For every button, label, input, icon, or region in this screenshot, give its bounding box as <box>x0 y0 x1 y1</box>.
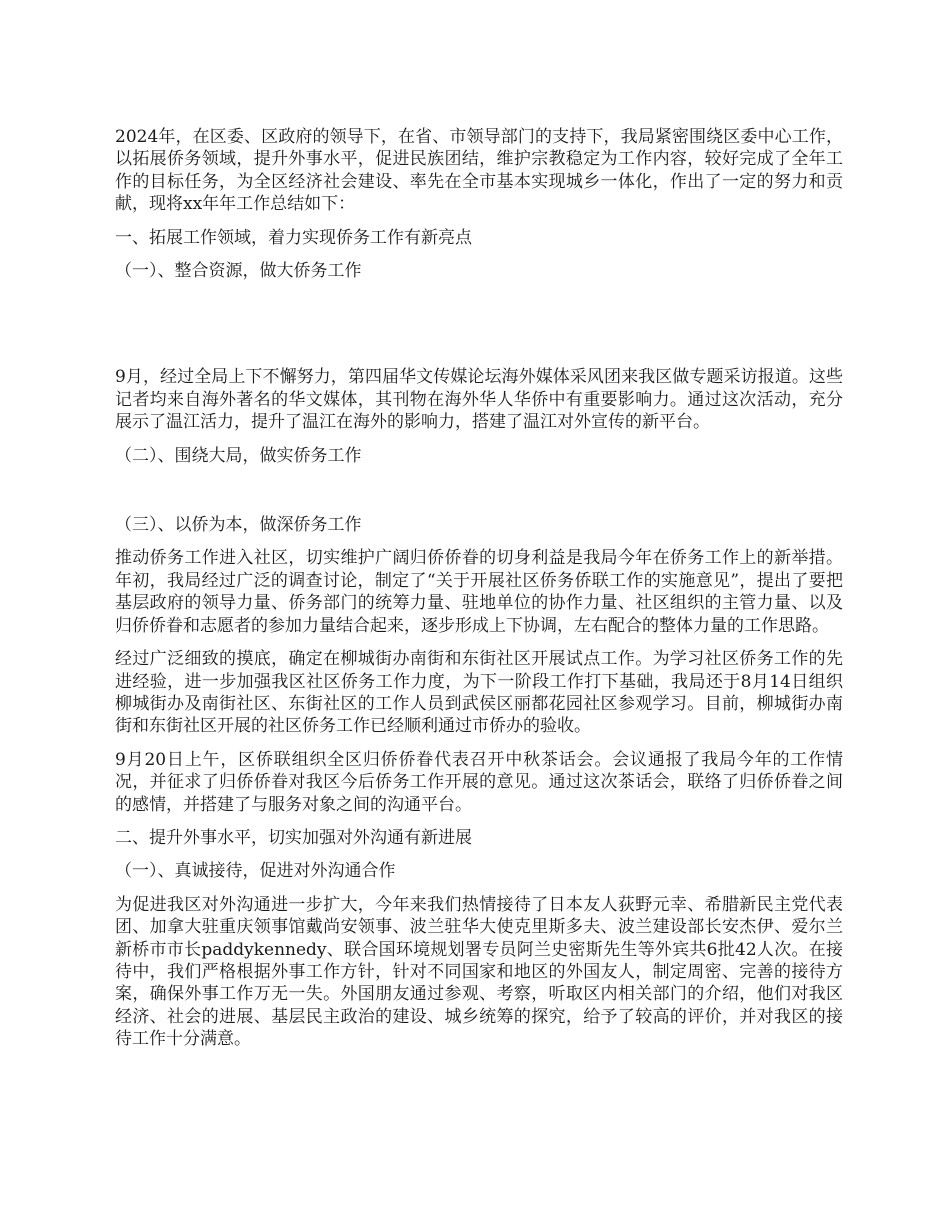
section-1-subheading-3: （三）、以侨为本，做深侨务工作 <box>115 515 362 536</box>
document-body <box>115 126 843 1062</box>
section-1-sub-3-paragraph-1: 推动侨务工作进入社区，切实维护广阔归侨侨眷的切身利益是我局今年在侨务工作上的新举措。年初，我局经过广泛的调查讨论，制定了“关于开展社区侨务侨联工作的实施意见”，提出了要把基层政府的领导力量、侨务部门的统筹力量、驻地单位的协作力量、社区组织的主管力量、以及归侨侨眷和志愿者的参加力量结合起来，逐步形成上下协调，左右配合的整体力量的工作思路。 <box>115 548 843 636</box>
section-1-sub-1-paragraph: 9月，经过全局上下不懈努力，第四届华文传媒论坛海外媒体采风团来我区做专题采访报道。这些记者均来自海外著名的华文媒体，其刊物在海外华人华侨中有重要影响力。通过这次活动，充分展示了温江活力，提升了温江在海外的影响力，搭建了温江对外宣传的新平台。 <box>115 367 843 433</box>
section-2-title: 二、提升外事水平，切实加强对外沟通有新进展 <box>115 827 472 848</box>
section-2-sub-1-paragraph: 为促进我区对外沟通进一步扩大，今年来我们热情接待了日本友人荻野元幸、希腊新民主党代表团、加拿大驻重庆领事馆戴尚安领事、波兰驻华大使克里斯多夫、波兰建设部长安杰伊、爱尔兰新桥市市长paddykennedy、联合国环境规划署专员阿兰史密斯先生等外宾共6批42人次。在接待中，我们严格根据外事工作方针，针对不同国家和地区的外国友人，制定周密、完善的接待方案，确保外事工作万无一失。外国朋友通过参观、考察，听取区内相关部门的介绍，他们对我区经济、社会的进展、基层民主政治的建设、城乡统筹的探究，给予了较高的评价，并对我区的接待工作十分满意。 <box>115 894 843 1050</box>
section-1-subheading-1: （一）、整合资源，做大侨务工作 <box>115 261 362 282</box>
section-1-subheading-2: （二）、围绕大局，做实侨务工作 <box>115 445 362 466</box>
section-1-sub-3-paragraph-3: 9月20日上午，区侨联组织全区归侨侨眷代表召开中秋茶话会。会议通报了我局今年的工作情况，并征求了归侨侨眷对我区今后侨务工作开展的意见。通过这次茶话会，联络了归侨侨眷之间的感情，并搭建了与服务对象之间的沟通平台。 <box>115 749 843 815</box>
intro-paragraph: 2024年，在区委、区政府的领导下，在省、市领导部门的支持下，我局紧密围绕区委中心工作，以拓展侨务领域，提升外事水平，促进民族团结，维护宗教稳定为工作内容，较好完成了全年工作的目标任务，为全区经济社会建设、率先在全市基本实现城乡一体化，作出了一定的努力和贡献，现将xx年年工作总结如下： <box>115 127 843 215</box>
section-1-sub-3-paragraph-2: 经过广泛细致的摸底，确定在柳城街办南街和东街社区开展试点工作。为学习社区侨务工作的先进经验，进一步加强我区社区侨务工作力度，为下一阶段工作打下基础，我局还于8月14日组织柳城街办及南街社区、东街社区的工作人员到武侯区丽都花园社区参观学习。目前，柳城街办南街和东街社区开展的社区侨务工作已经顺利通过市侨办的验收。 <box>115 649 843 737</box>
section-2-subheading-1: （一）、真诚接待，促进对外沟通合作 <box>115 861 396 882</box>
blank-space <box>115 478 843 514</box>
blank-space <box>115 293 843 366</box>
section-1-title: 一、拓展工作领域，着力实现侨务工作有新亮点 <box>115 227 472 248</box>
